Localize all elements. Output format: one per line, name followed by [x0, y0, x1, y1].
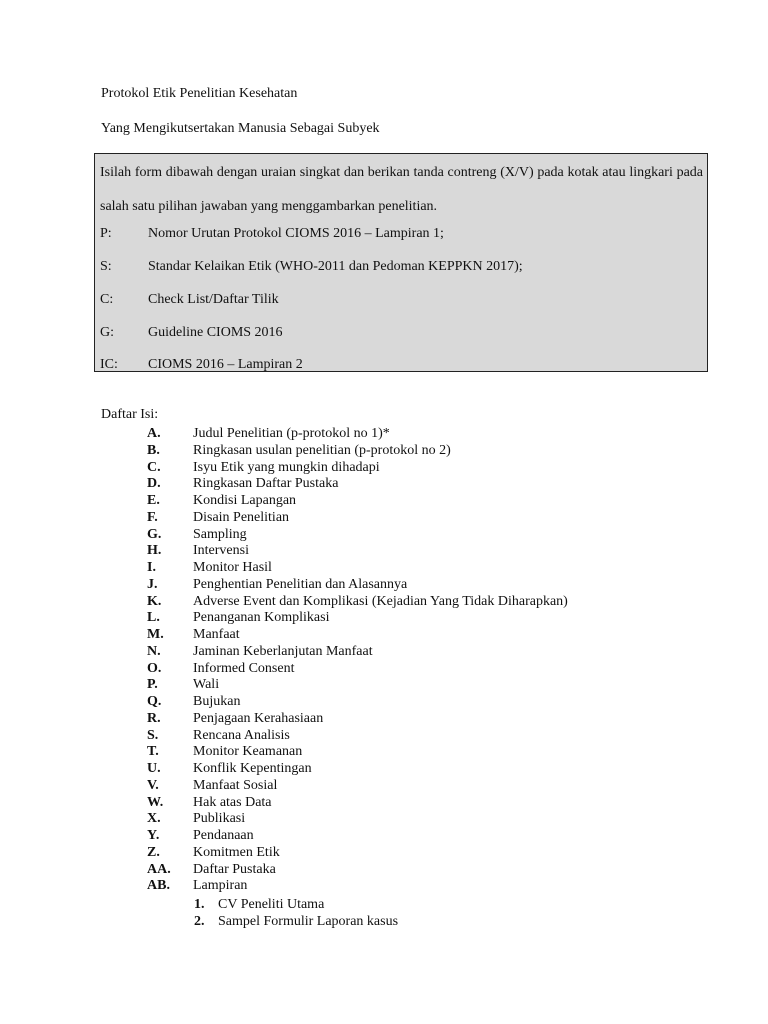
toc-item [147, 760, 568, 777]
toc-letter: E. [147, 493, 160, 508]
toc-item [147, 593, 568, 610]
toc-item [147, 492, 568, 509]
toc-text: Manfaat Sosial [193, 777, 278, 793]
toc-letter: A. [147, 426, 161, 441]
toc-item [147, 810, 568, 827]
toc-letter: T. [147, 744, 159, 760]
toc-item [147, 777, 568, 794]
toc-item [147, 425, 568, 442]
legend-code: S: [100, 259, 112, 274]
toc-item [147, 542, 568, 559]
legend-row-ic [100, 357, 303, 373]
toc-text: Sampling [193, 526, 247, 542]
legend-text: Nomor Urutan Protokol CIOMS 2016 – Lampiran 1; [148, 226, 444, 241]
legend-code: G: [100, 325, 114, 340]
toc-item [147, 710, 568, 727]
toc-item [147, 660, 568, 677]
toc-letter: AA. [147, 861, 171, 877]
toc-letter: M. [147, 627, 164, 642]
lampiran-sublist [194, 896, 398, 930]
toc-text: Konflik Kepentingan [193, 761, 312, 776]
toc-letter: N. [147, 643, 161, 659]
instruction-box [94, 153, 708, 372]
toc-letter: U. [147, 761, 161, 776]
toc-text: Kondisi Lapangan [193, 493, 297, 508]
legend-text: Guideline CIOMS 2016 [148, 325, 283, 340]
toc-item [147, 509, 568, 526]
toc-text: Publikasi [193, 811, 246, 827]
toc-item [147, 643, 568, 660]
toc-item [147, 844, 568, 861]
toc-text: Daftar Pustaka [193, 861, 276, 877]
toc-text: Intervensi [193, 543, 249, 559]
toc-text: Disain Penelitian [193, 509, 290, 525]
toc-item [147, 676, 568, 693]
toc-letter: Z. [147, 844, 160, 860]
toc-letter: G. [147, 526, 162, 542]
toc-item [147, 743, 568, 760]
toc-text: Lampiran [193, 878, 248, 894]
legend-row-c [100, 292, 279, 308]
toc-text: Bujukan [193, 694, 241, 709]
lampiran-item [194, 896, 398, 913]
toc-text: Monitor Keamanan [193, 744, 303, 760]
legend-row-p [100, 226, 444, 242]
legend-text: Standar Kelaikan Etik (WHO-2011 dan Pedoman KEPPKN 2017); [148, 259, 523, 274]
toc-text: Rencana Analisis [193, 727, 290, 743]
legend-code: C: [100, 292, 114, 307]
toc-letter: K. [147, 593, 162, 609]
toc-item [147, 475, 568, 492]
toc-text: Pendanaan [193, 828, 254, 843]
table-of-contents [147, 425, 568, 894]
toc-letter: V. [147, 777, 159, 793]
legend-text: CIOMS 2016 – Lampiran 2 [148, 357, 303, 372]
toc-letter: H. [147, 543, 162, 559]
toc-text: Penghentian Penelitian dan Alasannya [193, 576, 408, 592]
toc-item [147, 559, 568, 576]
toc-letter: J. [147, 576, 158, 592]
toc-text: Ringkasan Daftar Pustaka [193, 476, 339, 492]
toc-letter: F. [147, 509, 158, 525]
legend-row-s [100, 259, 523, 275]
toc-item [147, 861, 568, 878]
toc-letter: X. [147, 811, 161, 827]
toc-item [147, 827, 568, 844]
legend-code: IC: [100, 357, 118, 372]
lampiran-text: CV Peneliti Utama [218, 897, 325, 912]
toc-item [147, 526, 568, 543]
toc-text: Manfaat [193, 627, 240, 642]
lampiran-text: Sampel Formulir Laporan kasus [218, 914, 399, 929]
toc-letter: I. [147, 560, 156, 575]
toc-item [147, 727, 568, 744]
legend-code: P: [100, 226, 112, 241]
toc-heading: Daftar Isi: [101, 407, 159, 422]
legend-row-g [100, 325, 283, 341]
legend-text: Check List/Daftar Tilik [148, 292, 279, 307]
lampiran-item [194, 913, 398, 930]
toc-text: Hak atas Data [193, 794, 272, 810]
toc-text: Judul Penelitian (p-protokol no 1)* [193, 426, 390, 441]
toc-item [147, 576, 568, 593]
toc-letter: B. [147, 442, 160, 458]
toc-letter: P. [147, 677, 158, 693]
document-title: Protokol Etik Penelitian Kesehatan [101, 86, 298, 101]
toc-item [147, 794, 568, 811]
toc-letter: W. [147, 794, 164, 810]
toc-text: Jaminan Keberlanjutan Manfaat [193, 643, 373, 659]
toc-letter: L. [147, 610, 160, 626]
toc-letter: S. [147, 727, 159, 743]
lampiran-number: 1. [194, 897, 205, 912]
lampiran-number: 2. [194, 914, 205, 929]
toc-item [147, 626, 568, 643]
toc-text: Adverse Event dan Komplikasi (Kejadian Yang Tidak Diharapkan) [193, 593, 568, 609]
toc-letter: Q. [147, 694, 162, 709]
toc-letter: R. [147, 710, 161, 726]
toc-letter: C. [147, 459, 161, 475]
toc-text: Penjagaan Kerahasiaan [193, 710, 324, 726]
toc-item [147, 877, 568, 894]
toc-letter: D. [147, 476, 161, 492]
toc-text: Monitor Hasil [193, 560, 272, 575]
toc-text: Wali [193, 677, 220, 693]
toc-text: Komitmen Etik [193, 844, 280, 860]
toc-text: Ringkasan usulan penelitian (p-protokol no 2) [193, 442, 451, 458]
instruction-text: Isilah form dibawah dengan uraian singkat dan berikan tanda contreng (X/V) pada kotak atau lingkari pada salah satu pilihan jawaban yang menggambarkan penelitian. [100, 165, 703, 214]
toc-item [147, 442, 568, 459]
toc-text: Penanganan Komplikasi [193, 610, 330, 626]
toc-item [147, 459, 568, 476]
toc-item [147, 693, 568, 710]
toc-item [147, 609, 568, 626]
toc-letter: O. [147, 660, 162, 676]
toc-letter: Y. [147, 828, 160, 843]
toc-letter: AB. [147, 878, 170, 894]
toc-text: Isyu Etik yang mungkin dihadapi [193, 459, 380, 475]
document-subtitle: Yang Mengikutsertakan Manusia Sebagai Subyek [101, 121, 380, 136]
toc-text: Informed Consent [193, 660, 295, 676]
